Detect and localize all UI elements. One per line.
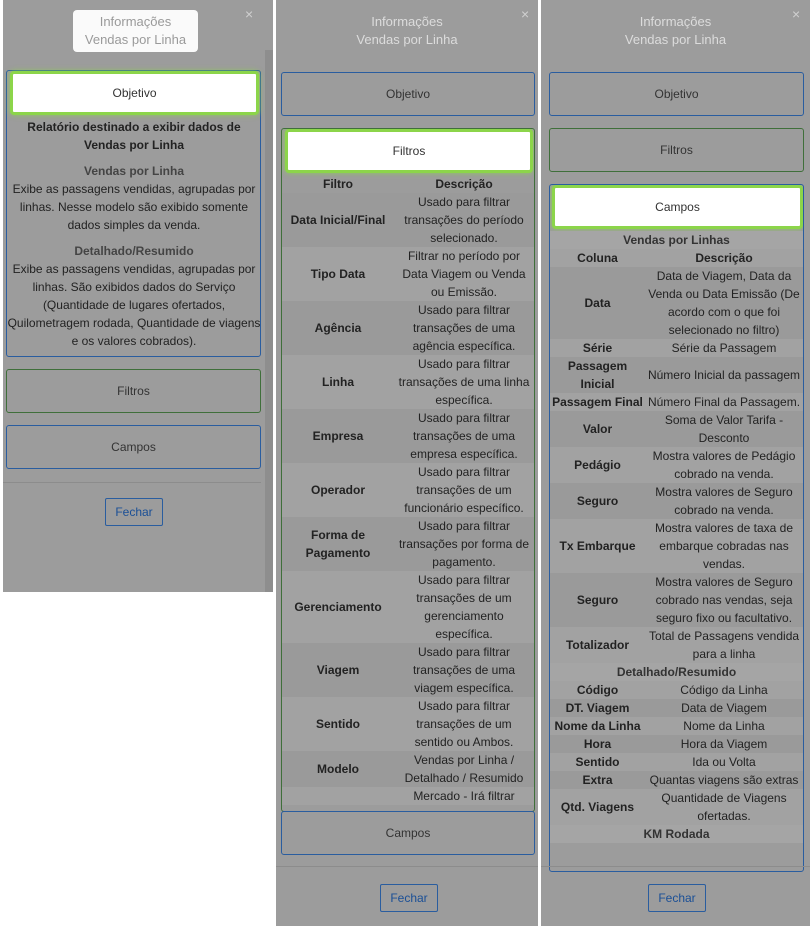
accordion-campos[interactable]	[281, 811, 535, 855]
panel-objetivo	[3, 0, 273, 592]
accordion-filtros-header[interactable]: Filtros	[117, 384, 150, 398]
table-cell-description: Número Inicial da passagem	[645, 357, 803, 393]
filtros-table	[282, 175, 534, 805]
table-cell-key: Sentido	[282, 697, 394, 751]
accordion-campos-header[interactable]: Campos	[552, 185, 803, 229]
accordion-filtros-header[interactable]: Filtros	[660, 143, 693, 157]
table-cell-description: Hora da Viagem	[645, 735, 803, 753]
accordion-objetivo[interactable]	[549, 72, 804, 116]
table-row	[550, 699, 803, 717]
table-cell-description: Filtrar no período por Data Viagem ou Venda ou Emissão.	[394, 247, 534, 301]
table-row	[550, 717, 803, 735]
accordion-objetivo[interactable]	[281, 72, 535, 116]
campos-section-vendas-label: Vendas por Linhas	[550, 231, 803, 249]
table-cell-key: Tx Embarque	[550, 519, 645, 573]
filtros-table-wrapper	[282, 175, 534, 805]
accordion-objetivo-header[interactable]: Objetivo	[385, 87, 431, 101]
panel-campos	[541, 0, 810, 926]
table-cell-key: Hora	[550, 735, 645, 753]
campos-col-descricao: Descrição	[645, 249, 803, 267]
table-cell-description: Total de Passagens vendida para a linha	[645, 627, 803, 663]
accordion-campos[interactable]	[6, 425, 261, 469]
table-cell-key: Viagem	[282, 643, 394, 697]
close-icon[interactable]: ×	[792, 6, 801, 22]
table-cell-description: Mostra valores de Seguro cobrado nas vendas, seja seguro fixo ou facultativo.	[645, 573, 803, 627]
campos-table-wrapper	[550, 231, 803, 843]
accordion-filtros[interactable]	[6, 369, 261, 413]
table-cell-key: Data Inicial/Final	[282, 193, 394, 247]
accordion-objetivo-header[interactable]: Objetivo	[10, 71, 259, 115]
campos-table-body	[550, 231, 803, 843]
table-row	[550, 573, 803, 627]
objetivo-paragraph-1: Exibe as passagens vendidas, agrupadas por linhas. Nesse modelo são exibido somente dados simples da venda.	[12, 182, 256, 232]
table-cell-description: Código da Linha	[645, 681, 803, 699]
table-cell-description: Usado para filtrar transações por forma de pagamento.	[394, 517, 534, 571]
modal-title	[541, 13, 810, 49]
accordion-campos	[549, 184, 804, 872]
accordion-filtros	[281, 128, 535, 812]
table-row	[282, 517, 534, 571]
table-cell-key: DT. Viagem	[550, 699, 645, 717]
table-cell-key: Tipo Data	[282, 247, 394, 301]
table-cell-key: Nome da Linha	[550, 717, 645, 735]
campos-section-detalhado	[550, 663, 803, 681]
campos-col-coluna: Coluna	[550, 249, 645, 267]
close-icon[interactable]: ×	[521, 6, 530, 22]
modal-title	[276, 13, 538, 49]
table-cell-description: Quantas viagens são extras	[645, 771, 803, 789]
modal-title-line2: Vendas por Linha	[84, 32, 187, 47]
table-cell-description: Mostra valores de Seguro cobrado na venda.	[645, 483, 803, 519]
table-row	[282, 787, 534, 805]
table-cell-key: Valor	[550, 411, 645, 447]
accordion-filtros[interactable]	[549, 128, 804, 172]
table-cell-key: Qtd. Viagens	[550, 789, 645, 825]
table-cell-description: Usado para filtrar transações de um sentido ou Ambos.	[394, 697, 534, 751]
footer-divider	[541, 866, 810, 867]
accordion-campos-header[interactable]: Campos	[385, 826, 431, 840]
table-cell-key: Passagem Inicial	[550, 357, 645, 393]
table-row	[282, 697, 534, 751]
table-cell-description: Usado para filtrar transações de uma empresa específica.	[394, 409, 534, 463]
objetivo-content	[7, 118, 261, 350]
objetivo-heading-2: Detalhado/Resumido	[74, 244, 194, 258]
table-cell-key: Agência	[282, 301, 394, 355]
modal-title-line2: Vendas por Linha	[356, 32, 458, 47]
table-cell-key	[282, 787, 394, 805]
table-row	[282, 355, 534, 409]
table-row	[550, 267, 803, 339]
accordion-campos-header[interactable]: Campos	[111, 440, 156, 454]
footer-divider	[3, 482, 261, 483]
table-cell-key: Linha	[282, 355, 394, 409]
table-row	[550, 483, 803, 519]
table-cell-key: Pedágio	[550, 447, 645, 483]
accordion-filtros-header[interactable]: Filtros	[285, 129, 533, 173]
table-cell-key: Série	[550, 339, 645, 357]
table-row	[550, 627, 803, 663]
table-cell-description: Soma de Valor Tarifa - Desconto	[645, 411, 803, 447]
table-cell-description: Nome da Linha	[645, 717, 803, 735]
table-cell-description: Usado para filtrar transações do período selecionado.	[394, 193, 534, 247]
table-cell-description: Usado para filtrar transações de um gerenciamento específica.	[394, 571, 534, 643]
close-icon[interactable]: ×	[245, 6, 254, 22]
close-button[interactable]: Fechar	[648, 884, 706, 912]
campos-section-detalhado-label: Detalhado/Resumido	[550, 663, 803, 681]
modal-title-line1: Informações	[639, 14, 712, 29]
table-cell-key: Extra	[550, 771, 645, 789]
table-row	[550, 447, 803, 483]
table-row	[282, 643, 534, 697]
table-cell-description: Usado para filtrar transações de um funcionário específico.	[394, 463, 534, 517]
modal-title-line2: Vendas por Linha	[624, 32, 727, 47]
table-row	[282, 463, 534, 517]
table-cell-description: Data de Viagem, Data da Venda ou Data Emissão (De acordo com o que foi selecionado no filtro)	[645, 267, 803, 339]
accordion-objetivo-header[interactable]: Objetivo	[654, 87, 699, 101]
table-cell-key: Sentido	[550, 753, 645, 771]
table-row	[550, 789, 803, 825]
table-cell-description: Data de Viagem	[645, 699, 803, 717]
table-row	[282, 751, 534, 787]
table-row	[550, 753, 803, 771]
campos-section-km-label: KM Rodada	[550, 825, 803, 843]
table-cell-key: Operador	[282, 463, 394, 517]
campos-table	[550, 231, 803, 843]
table-row	[282, 409, 534, 463]
modal-title	[73, 10, 198, 52]
table-cell-key: Gerenciamento	[282, 571, 394, 643]
table-row	[550, 681, 803, 699]
table-cell-description: Número Final da Passagem.	[645, 393, 803, 411]
table-row	[550, 735, 803, 753]
table-row	[282, 301, 534, 355]
filtros-col-descricao: Descrição	[435, 177, 493, 191]
table-cell-key: Seguro	[550, 573, 645, 627]
campos-section-vendas	[550, 231, 803, 249]
table-cell-description: Série da Passagem	[645, 339, 803, 357]
table-row	[550, 339, 803, 357]
footer-divider	[276, 866, 538, 867]
scrollbar[interactable]	[265, 50, 273, 592]
table-row	[550, 393, 803, 411]
objetivo-paragraph-2: Exibe as passagens vendidas, agrupadas por linhas. São exibidos dados do Serviço (Quantidade de lugares ofertados, Quilometragem rodada, Quantidade de viagens e os valores cobrados).	[7, 262, 261, 348]
table-row	[282, 193, 534, 247]
table-cell-key: Data	[550, 267, 645, 339]
table-cell-description: Mostra valores de Pedágio cobrado na venda.	[645, 447, 803, 483]
table-header-row	[550, 249, 803, 267]
table-row	[550, 771, 803, 789]
table-cell-description: Usado para filtrar transações de uma agência específica.	[394, 301, 534, 355]
panel-filtros	[276, 0, 538, 926]
close-button[interactable]: Fechar	[105, 498, 163, 526]
table-cell-description: Usado para filtrar transações de uma linha específica.	[394, 355, 534, 409]
modal-title-line1: Informações	[371, 14, 443, 29]
objetivo-heading-1: Vendas por Linha	[83, 164, 185, 178]
accordion-objetivo	[6, 70, 261, 357]
table-cell-description: Usado para filtrar transações de uma viagem específica.	[394, 643, 534, 697]
filtros-col-filtro: Filtro	[323, 177, 353, 191]
table-row	[550, 411, 803, 447]
modal-title-line1: Informações	[99, 14, 172, 29]
close-button[interactable]: Fechar	[380, 884, 438, 912]
table-cell-description: Mostra valores de taxa de embarque cobradas nas vendas.	[645, 519, 803, 573]
objetivo-intro: Relatório destinado a exibir dados de Vendas por Linha	[27, 120, 241, 152]
table-cell-key: Seguro	[550, 483, 645, 519]
table-row	[550, 519, 803, 573]
filtros-table-body	[282, 193, 534, 805]
table-cell-key: Passagem Final	[550, 393, 645, 411]
table-cell-key: Código	[550, 681, 645, 699]
campos-section-km	[550, 825, 803, 843]
table-cell-description: Ida ou Volta	[645, 753, 803, 771]
table-cell-description: Quantidade de Viagens ofertadas.	[645, 789, 803, 825]
table-cell-key: Totalizador	[550, 627, 645, 663]
table-cell-key: Modelo	[282, 751, 394, 787]
table-cell-description: Vendas por Linha / Detalhado / Resumido	[394, 751, 534, 787]
table-cell-key: Forma de Pagamento	[282, 517, 394, 571]
table-row	[282, 247, 534, 301]
table-row	[550, 357, 803, 393]
table-cell-key: Empresa	[282, 409, 394, 463]
table-cell-description: Mercado - Irá filtrar	[394, 787, 534, 805]
table-row	[282, 571, 534, 643]
